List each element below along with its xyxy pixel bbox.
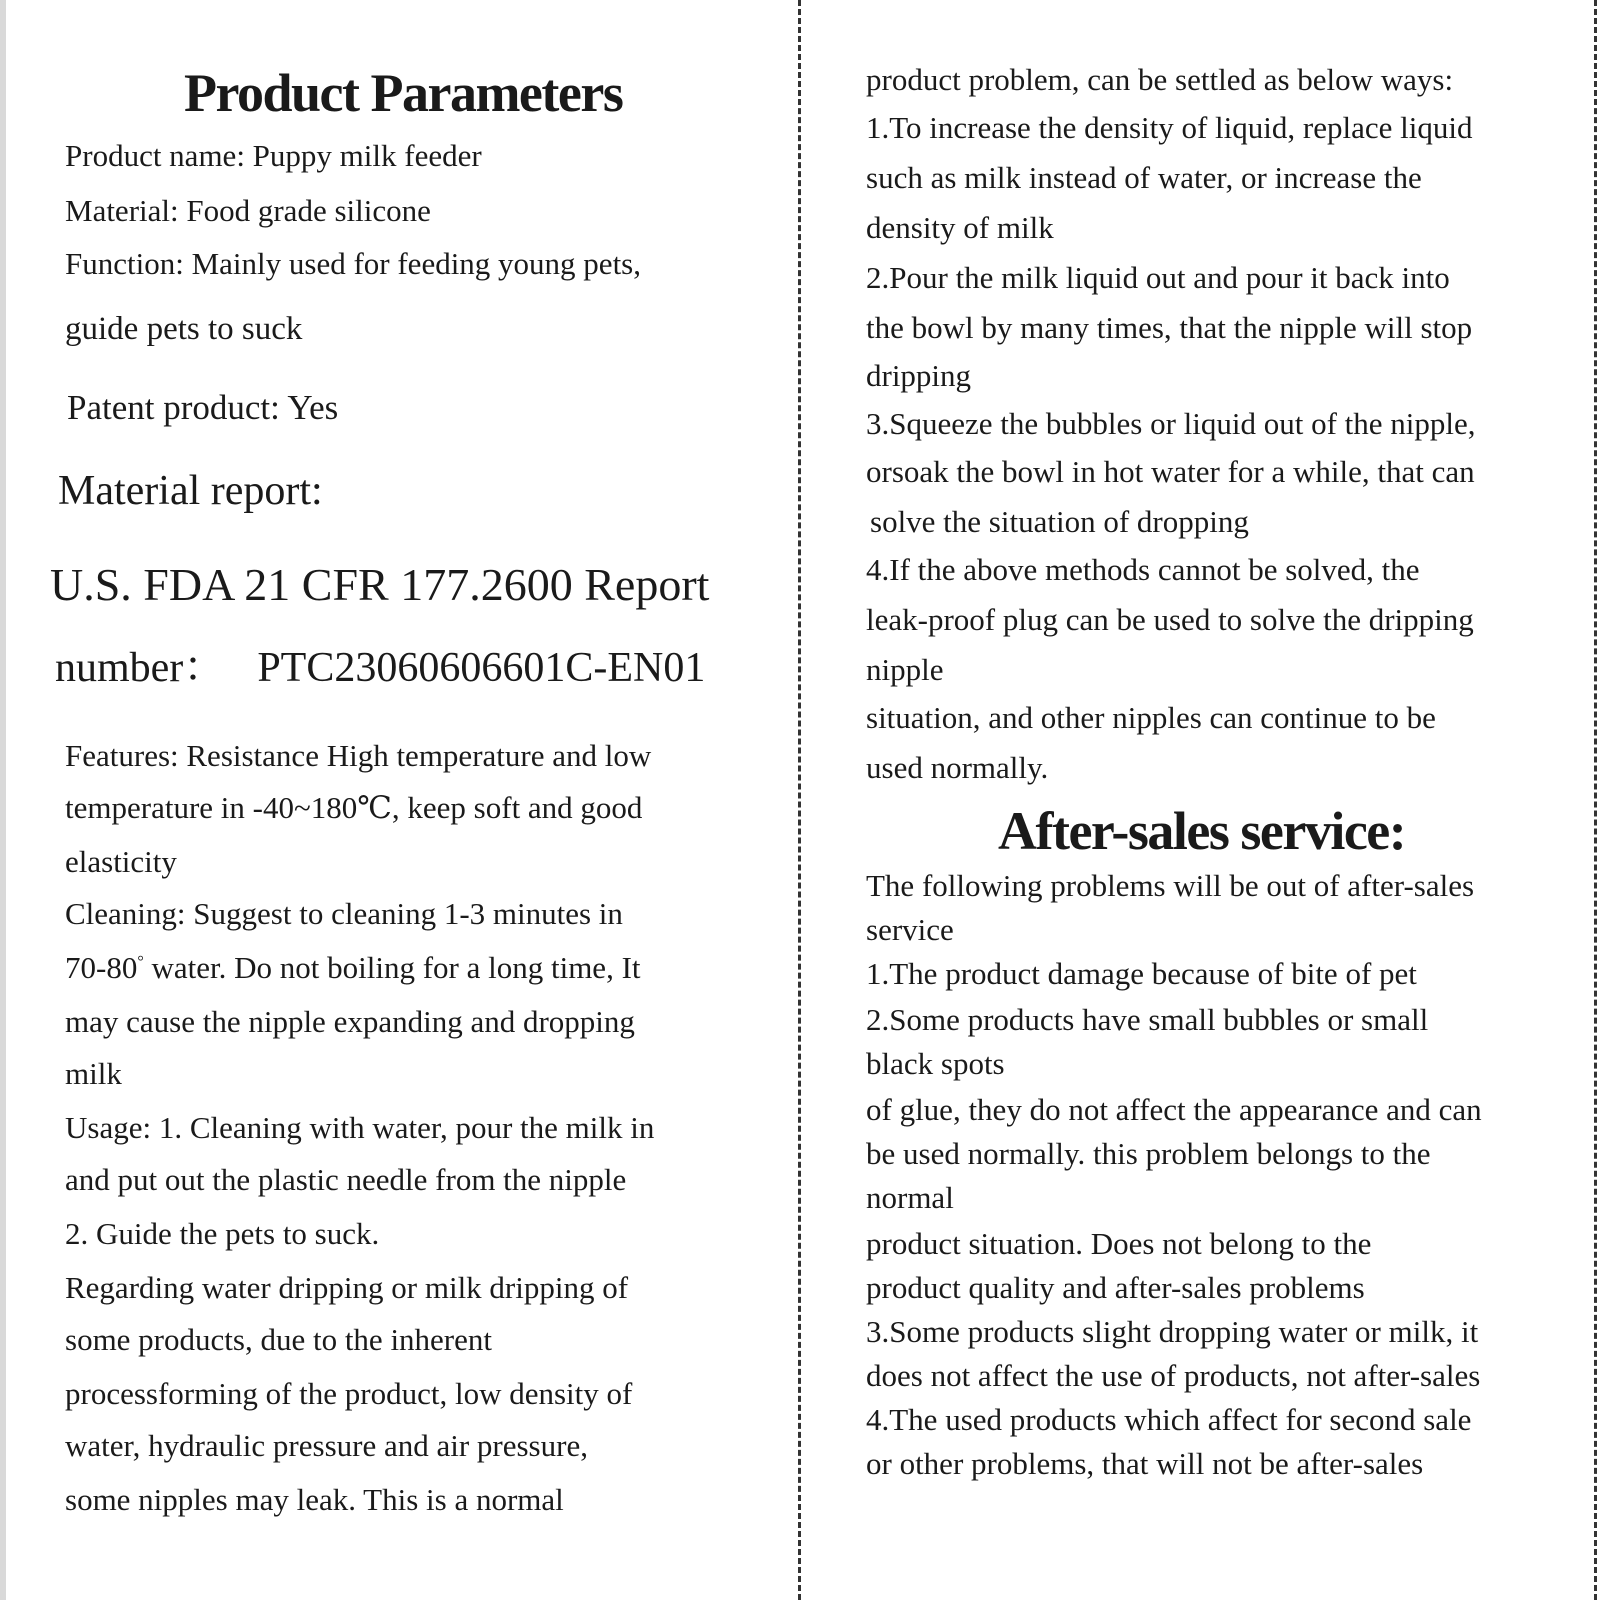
- problem-2-line-3: of glue, they do not affect the appearance and can: [866, 1092, 1482, 1127]
- product-name-line: Product name: Puppy milk feeder: [65, 138, 482, 173]
- regarding-line-3: processforming of the product, low density of: [65, 1376, 633, 1411]
- problem-1: 1.The product damage because of bite of pet: [866, 956, 1417, 991]
- features-line-2: temperature in -40~180℃, keep soft and good: [65, 790, 643, 825]
- report-line-1: U.S. FDA 21 CFR 177.2600 Report: [50, 559, 710, 610]
- method-4-line-3: nipple: [866, 652, 944, 687]
- method-2-line-2: the bowl by many times, that the nipple will stop: [866, 310, 1473, 345]
- report-number-value: PTC23060606601C-EN01: [257, 645, 706, 691]
- problem-3-line-2: does not affect the use of products, not after-sales: [866, 1358, 1481, 1393]
- method-3-line-1: 3.Squeeze the bubbles or liquid out of the nipple,: [866, 406, 1476, 441]
- method-3-line-3: solve the situation of dropping: [870, 504, 1249, 539]
- regarding-line-4: water, hydraulic pressure and air pressure,: [65, 1428, 588, 1463]
- function-line-2: guide pets to suck: [65, 311, 303, 347]
- report-line-2: [55, 647, 705, 689]
- cleaning-line-1: Cleaning: Suggest to cleaning 1-3 minutes in: [65, 896, 623, 931]
- method-4-line-1: 4.If the above methods cannot be solved, the: [866, 552, 1420, 587]
- regarding-line-1: Regarding water dripping or milk dripping of: [65, 1270, 629, 1305]
- after-sales-intro-line-1: The following problems will be out of after-sales: [866, 868, 1475, 903]
- material-line: Material: Food grade silicone: [65, 193, 431, 228]
- report-number-label: number：: [55, 645, 226, 691]
- regarding-line-5: some nipples may leak. This is a normal: [65, 1482, 564, 1517]
- method-4-line-2: leak-proof plug can be used to solve the dripping: [866, 602, 1474, 637]
- method-2-line-1: 2.Pour the milk liquid out and pour it back into: [866, 260, 1450, 295]
- cleaning-instruction: water. Do not boiling for a long time, It: [143, 950, 641, 985]
- degree-mark: °: [137, 953, 144, 971]
- problem-2-line-1: 2.Some products have small bubbles or small: [866, 1002, 1429, 1037]
- cleaning-line-3: may cause the nipple expanding and dropping: [65, 1004, 635, 1039]
- usage-line-3: 2. Guide the pets to suck.: [65, 1216, 380, 1251]
- usage-line-1: Usage: 1. Cleaning with water, pour the milk in: [65, 1110, 655, 1145]
- method-3-line-2: orsoak the bowl in hot water for a while, that can: [866, 454, 1475, 489]
- problem-2-line-4: be used normally. this problem belongs to the: [866, 1136, 1431, 1171]
- problem-2-line-6: product situation. Does not belong to the: [866, 1226, 1372, 1261]
- cleaning-line-2: [65, 952, 641, 983]
- material-report-heading: Material report:: [58, 468, 323, 514]
- problem-4-line-1: 4.The used products which affect for second sale: [866, 1402, 1472, 1437]
- right-dashed-edge: [1594, 0, 1597, 1600]
- features-line-1: Features: Resistance High temperature and low: [65, 738, 652, 773]
- problem-2-line-2: black spots: [866, 1046, 1005, 1081]
- regarding-line-2: some products, due to the inherent: [65, 1322, 493, 1357]
- product-parameters-title: Product Parameters: [184, 63, 623, 123]
- method-4-line-5: used normally.: [866, 750, 1049, 785]
- method-1-line-2: such as milk instead of water, or increase the: [866, 160, 1422, 195]
- method-1-line-3: density of milk: [866, 210, 1054, 245]
- function-line-1: Function: Mainly used for feeding young pets,: [65, 246, 641, 281]
- product-parameters-column: [0, 0, 790, 1600]
- usage-line-2: and put out the plastic needle from the nipple: [65, 1162, 627, 1197]
- method-2-line-3: dripping: [866, 358, 972, 393]
- features-line-3: elasticity: [65, 844, 177, 879]
- method-1-line-1: 1.To increase the density of liquid, replace liquid: [866, 110, 1473, 145]
- after-sales-intro-line-2: service: [866, 912, 954, 947]
- problem-3-line-1: 3.Some products slight dropping water or milk, it: [866, 1314, 1479, 1349]
- problem-2-line-7: product quality and after-sales problems: [866, 1270, 1365, 1305]
- patent-line: Patent product: Yes: [67, 388, 339, 427]
- dripping-intro: product problem, can be settled as below ways:: [866, 62, 1454, 97]
- cleaning-line-4: milk: [65, 1056, 122, 1091]
- problem-2-line-5: normal: [866, 1180, 954, 1215]
- after-sales-title: After-sales service:: [998, 801, 1406, 861]
- problem-4-line-2: or other problems, that will not be after-sales: [866, 1446, 1424, 1481]
- dripping-and-after-sales-column: [800, 0, 1590, 1600]
- cleaning-temp: 70-80: [65, 950, 138, 985]
- method-4-line-4: situation, and other nipples can continue to be: [866, 700, 1436, 735]
